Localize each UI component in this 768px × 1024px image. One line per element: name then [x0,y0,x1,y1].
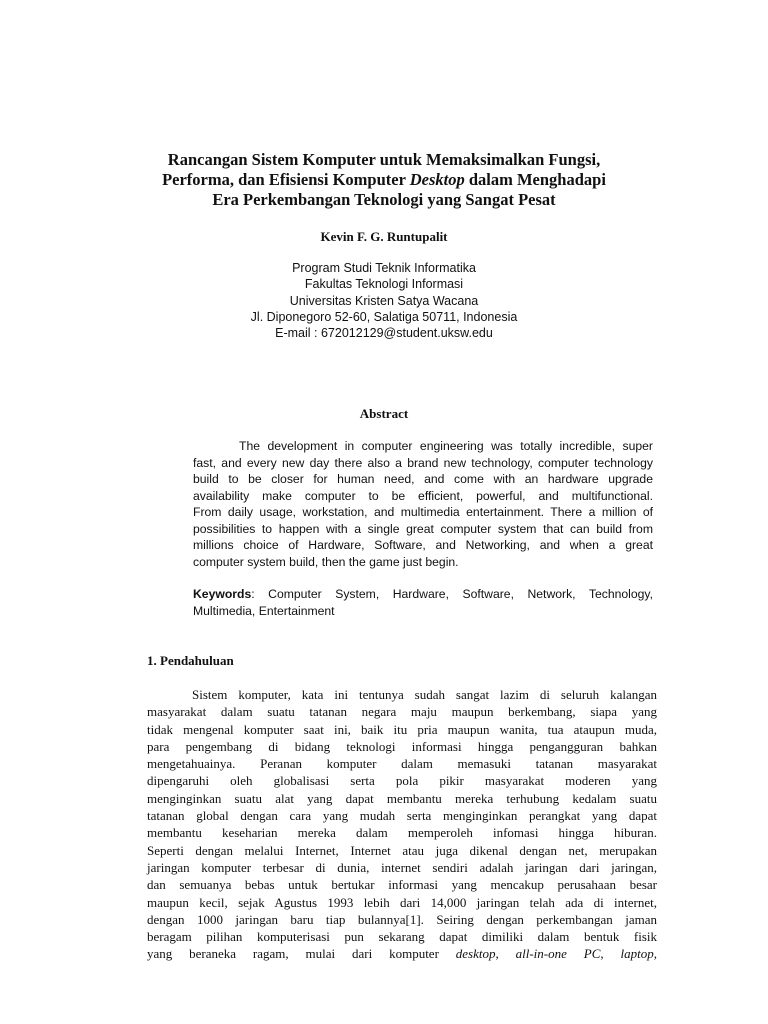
title-line-1: Rancangan Sistem Komputer untuk Memaksimalkan Fungsi, [167,150,601,169]
title-line-2 [100,170,668,190]
keywords-list-2: Multimedia, Entertainment [193,603,335,618]
body-line: dan semuanya bebas untuk bertukar informasi yang mencakup perusahaan besar [147,877,657,893]
abstract-line: The development in computer engineering was totally incredible, super [239,439,653,453]
abstract-heading: Abstract [359,406,409,421]
keywords-block [193,586,653,619]
body-line: tatanan global dengan cara yang mudah serta menginginkan perangkat yang dapat [147,808,657,824]
abstract-line: availability make computer to be efficient, powerful, and multifunctional. [193,488,653,503]
section-heading-pendahuluan: 1. Pendahuluan [147,653,234,668]
body-line: dengan 1000 jaringan baru tiap bulannya[1]. Seiring dengan perkembangan jaman [147,911,657,927]
body-line: beragam pilihan komputerisasi pun sekarang dapat dimiliki dalam bentuk fisik [147,929,657,945]
abstract-line: possibilities to happen with a single great computer system that can build from [193,521,653,536]
abstract-line: From daily usage, workstation, and multimedia entertainment. There a million of [193,505,653,519]
keywords-line-1 [193,586,653,603]
body-line: menginginkan suatu alat yang dapat membantu mereka terhubung kedalam suatu [147,790,657,806]
body-line: masyarakat dalam suatu tatanan negara maju maupun berkembang, siapa yang [147,704,657,720]
body-line: dipengaruhi oleh globalisasi serta pola pikir masyarakat moderen yang [147,773,657,789]
title-line-2-start: Performa, dan Efisiensi Komputer [162,170,410,189]
term-desktop: desktop [455,946,496,962]
section-body [147,686,657,963]
affiliation-email: E-mail : 672012129@student.uksw.edu [275,326,493,341]
title-line-3: Era Perkembangan Teknologi yang Sangat Pesat [212,190,556,209]
body-line: Sistem komputer, kata ini tentunya sudah sangat lazim di seluruh kalangan [192,687,657,702]
abstract-body [193,438,653,570]
keywords-list-1: : Computer System, Hardware, Software, Network, Technology, [251,587,653,601]
keywords-label: Keywords [193,587,252,601]
affiliation-address: Jl. Diponegoro 52-60, Salatiga 50711, Indonesia [250,309,518,324]
body-line: tidak mengenal komputer saat ini, baik itu pria maupun wanita, tua ataupun muda, [147,721,657,737]
body-line-last [147,945,657,962]
title-emphasis-desktop: Desktop [409,170,465,189]
author-name: Kevin F. G. Runtupalit [320,229,448,244]
body-line: membantu keseharian mereka dalam memperoleh infomasi hingga hiburan. [147,825,657,841]
title-line-2-end: dalam Menghadapi [464,170,606,189]
body-line: mengetahuainya. Peranan komputer dalam memasuki tatanan masyarakat [147,756,657,772]
abstract-line: millions choice of Hardware, Software, and Networking, and when a great [193,538,653,552]
separator: , [495,946,516,962]
affiliation-program: Program Studi Teknik Informatika [292,261,476,275]
affiliation-block [0,260,768,341]
body-last-start: yang beraneka ragam, mulai dari komputer [147,946,456,962]
body-line: Seperti dengan melalui Internet, Internet atau juga dikenal dengan net, merupakan [147,842,657,858]
paper-title [100,150,668,210]
abstract-line: build to be closer for human need, and come with an hardware upgrade [193,472,653,486]
affiliation-faculty: Fakultas Teknologi Informasi [304,277,464,292]
term-laptop: laptop, [620,946,657,962]
term-all-in-one: all-in-one PC [515,946,601,962]
body-line: maupun kecil, sejak Agustus 1993 lebih dari 14,000 jaringan telah ada di internet, [147,894,657,910]
abstract-line: fast, and every new day there also a brand new technology, computer technology [193,455,653,470]
separator: , [600,946,621,962]
affiliation-university: Universitas Kristen Satya Wacana [289,293,479,308]
abstract-line: computer system build, then the game just begin. [193,554,459,569]
body-line: para pengembang di bidang teknologi informasi hingga pengangguran bahkan [147,738,657,754]
body-line: jaringan komputer terbesar di dunia, internet sendiri adalah jaringan dari jaringan, [147,859,657,875]
